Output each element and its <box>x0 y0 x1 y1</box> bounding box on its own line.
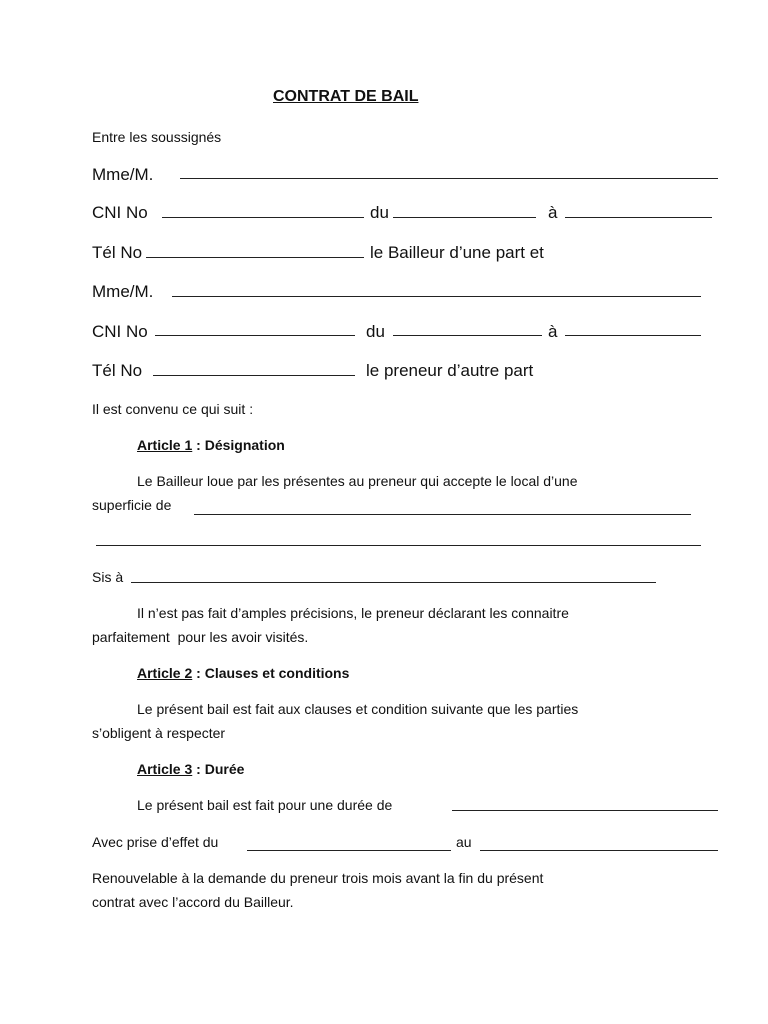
article2-title: Clauses et conditions <box>204 665 350 681</box>
article2-separator: : <box>192 665 205 681</box>
party2-cni-label: CNI No <box>92 322 148 341</box>
party1-role: le Bailleur d’une part et <box>370 243 544 262</box>
party1-name-label: Mme/M. <box>92 165 154 184</box>
page-title: CONTRAT DE BAIL <box>273 88 419 105</box>
party2-tel-field[interactable] <box>153 375 355 376</box>
party2-a-label: à <box>548 322 558 341</box>
article2-text-line2: s’obligent à respecter <box>92 725 226 741</box>
article1-note-line2: parfaitement pour les avoir visités. <box>92 629 309 645</box>
article1-number: Article 1 <box>137 437 193 453</box>
party1-du-label: du <box>370 203 389 222</box>
article2-text-line1: Le présent bail est fait aux clauses et condition suivante que les parties <box>137 701 579 717</box>
party1-a-field[interactable] <box>565 217 712 218</box>
article2-heading <box>137 665 349 681</box>
article1-text-line1: Le Bailleur loue par les présentes au preneur qui accepte le local d’une <box>137 473 578 489</box>
article1-title: Désignation <box>204 437 285 453</box>
article3-number: Article 3 <box>137 761 193 777</box>
party2-du-field[interactable] <box>393 335 542 336</box>
renewal-line1: Renouvelable à la demande du preneur trois mois avant la fin du présent <box>92 870 544 886</box>
article3-heading <box>137 761 244 777</box>
agreed-text: Il est convenu ce qui suit : <box>92 401 254 417</box>
effect-from-field[interactable] <box>247 850 451 851</box>
party1-name-field[interactable] <box>180 178 718 179</box>
party1-tel-field[interactable] <box>146 257 364 258</box>
article1-heading <box>137 437 285 453</box>
effect-from-label: Avec prise d’effet du <box>92 834 219 850</box>
article3-separator: : <box>192 761 205 777</box>
party2-role: le preneur d’autre part <box>366 361 534 380</box>
party1-tel-label: Tél No <box>92 243 143 262</box>
party1-du-field[interactable] <box>393 217 536 218</box>
sis-field[interactable] <box>131 582 656 583</box>
party1-cni-field[interactable] <box>162 217 364 218</box>
duration-field[interactable] <box>452 810 718 811</box>
party2-name-label: Mme/M. <box>92 282 154 301</box>
party1-a-label: à <box>548 203 558 222</box>
article3-title: Durée <box>204 761 245 777</box>
intro-text: Entre les soussignés <box>92 129 222 145</box>
party2-a-field[interactable] <box>565 335 701 336</box>
party2-tel-label: Tél No <box>92 361 143 380</box>
party2-du-label: du <box>366 322 385 341</box>
effect-to-field[interactable] <box>480 850 718 851</box>
superficie-field-continued[interactable] <box>96 545 701 546</box>
article1-note-line1: Il n’est pas fait d’amples précisions, le preneur déclarant les connaitre <box>137 605 569 621</box>
article2-number: Article 2 <box>137 665 193 681</box>
renewal-line2: contrat avec l’accord du Bailleur. <box>92 894 294 910</box>
duration-label: Le présent bail est fait pour une durée de <box>137 797 393 813</box>
article1-separator: : <box>192 437 205 453</box>
party1-cni-label: CNI No <box>92 203 148 222</box>
effect-to-label: au <box>456 834 472 850</box>
party2-name-field[interactable] <box>172 296 701 297</box>
article1-text-line2: superficie de <box>92 497 172 513</box>
party2-cni-field[interactable] <box>155 335 355 336</box>
superficie-field[interactable] <box>194 514 691 515</box>
sis-label: Sis à <box>92 569 124 585</box>
